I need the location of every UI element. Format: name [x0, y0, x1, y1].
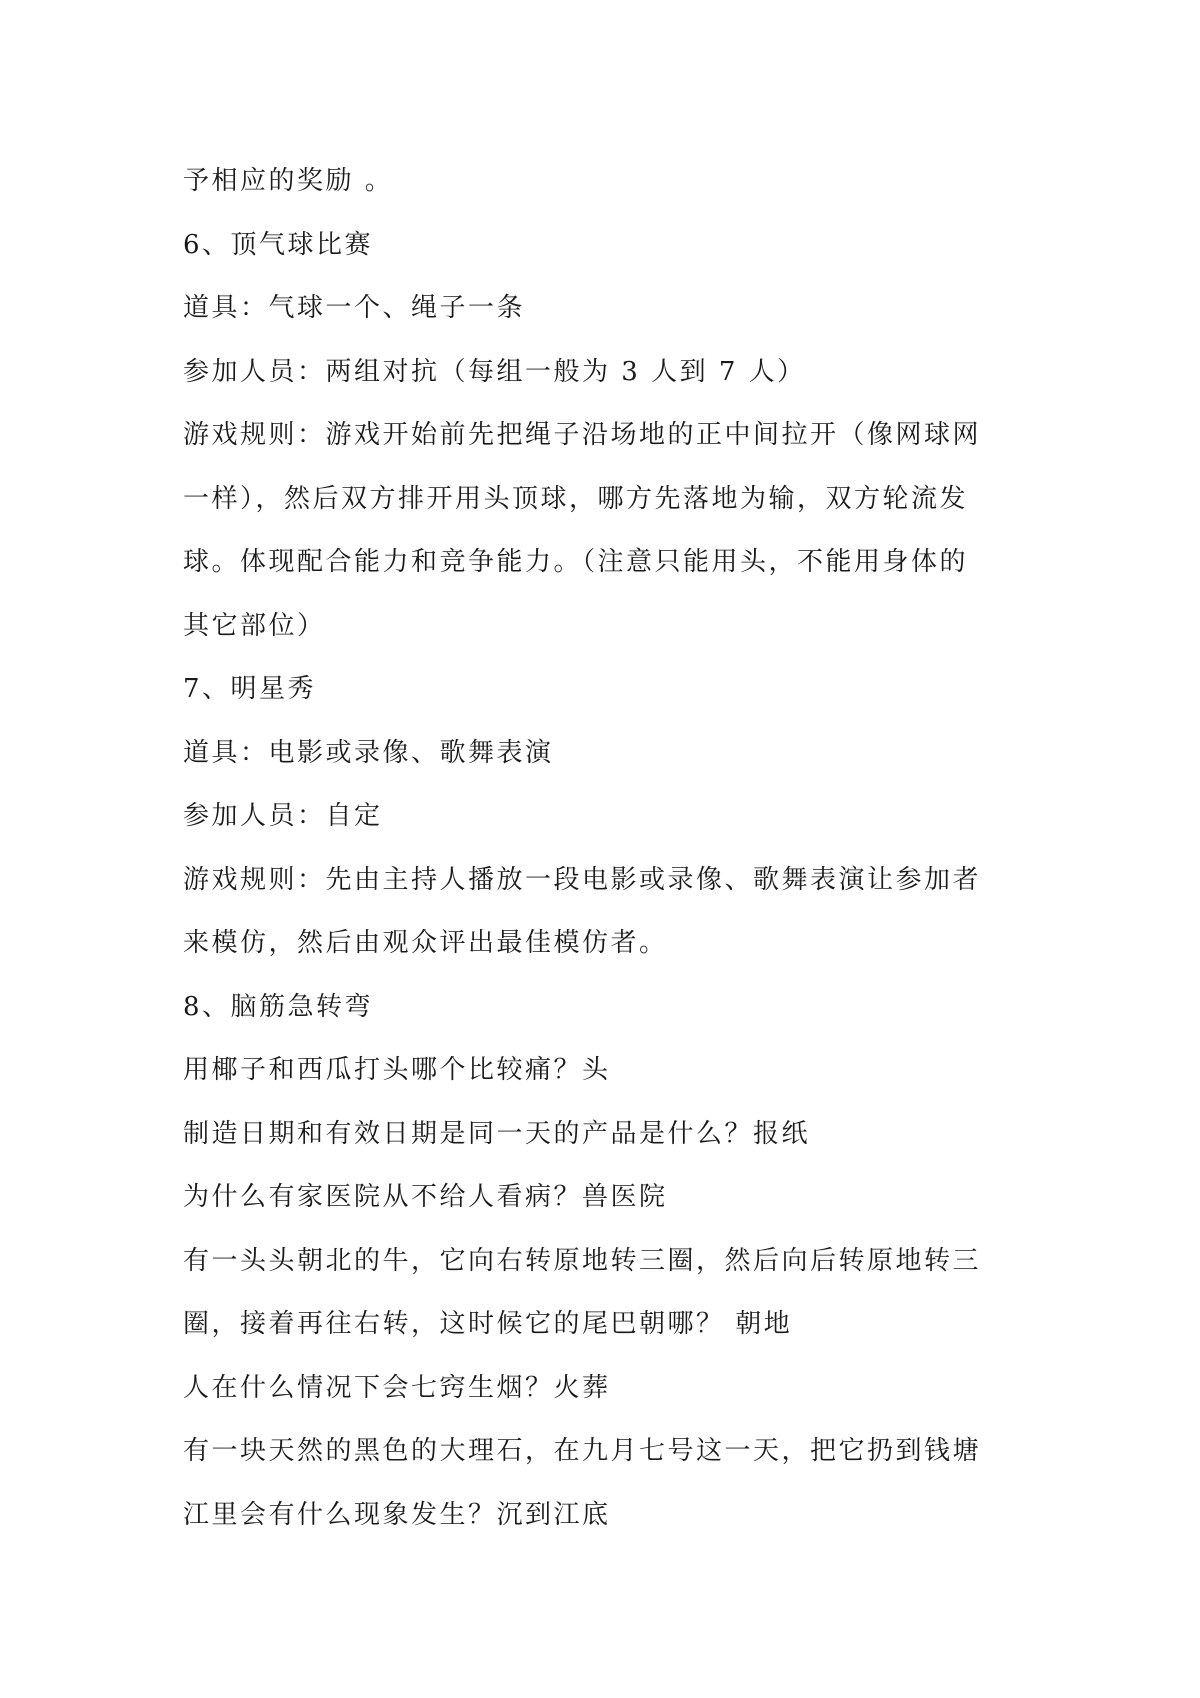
- text-line: 道具：气球一个、绳子一条: [183, 293, 526, 323]
- riddle-line: 圈，接着再往右转，这时候它的尾巴朝哪？ 朝地: [183, 1309, 793, 1339]
- text-line: 参加人员：自定: [183, 801, 383, 831]
- section-heading-7: 7、明星秀: [183, 674, 317, 704]
- text-line: 游戏规则：先由主持人播放一段电影或录像、歌舞表演让参加者: [183, 864, 982, 895]
- text-line: 道具：电影或录像、歌舞表演: [183, 737, 554, 768]
- document-body: [183, 150, 1023, 1547]
- riddle-line: 有一块天然的黑色的大理石，在九月七号这一天，把它扔到钱塘: [183, 1436, 982, 1466]
- text-line: 游戏规则：游戏开始前先把绳子沿场地的正中间拉开（像网球网: [183, 420, 982, 450]
- section-heading-6: 6、顶气球比赛: [183, 229, 374, 260]
- text-line: 一样），然后双方排开用头顶球，哪方先落地为输，双方轮流发: [183, 483, 969, 514]
- text-line: 球。体现配合能力和竞争能力。（注意只能用头，不能用身体的: [183, 547, 969, 577]
- riddle-line: 江里会有什么现象发生？沉到江底: [183, 1499, 611, 1530]
- text-line: 参加人员：两组对抗（每组一般为 3 人到 7 人）: [183, 356, 806, 387]
- text-line: 其它部位）: [183, 610, 326, 641]
- riddle-line: 制造日期和有效日期是同一天的产品是什么？报纸: [183, 1118, 811, 1149]
- riddle-line: 为什么有家医院从不给人看病？兽医院: [183, 1182, 668, 1212]
- riddle-line: 有一头头朝北的牛，它向右转原地转三圈，然后向后转原地转三: [183, 1245, 982, 1276]
- text-line: 来模仿，然后由观众评出最佳模仿者。: [183, 928, 668, 958]
- riddle-line: 人在什么情况下会七窍生烟？火葬: [183, 1372, 611, 1403]
- section-heading-8: 8、脑筋急转弯: [183, 991, 374, 1022]
- text-line: 予相应的奖励 。: [183, 166, 394, 196]
- riddle-line: 用椰子和西瓜打头哪个比较痛？头: [183, 1055, 611, 1085]
